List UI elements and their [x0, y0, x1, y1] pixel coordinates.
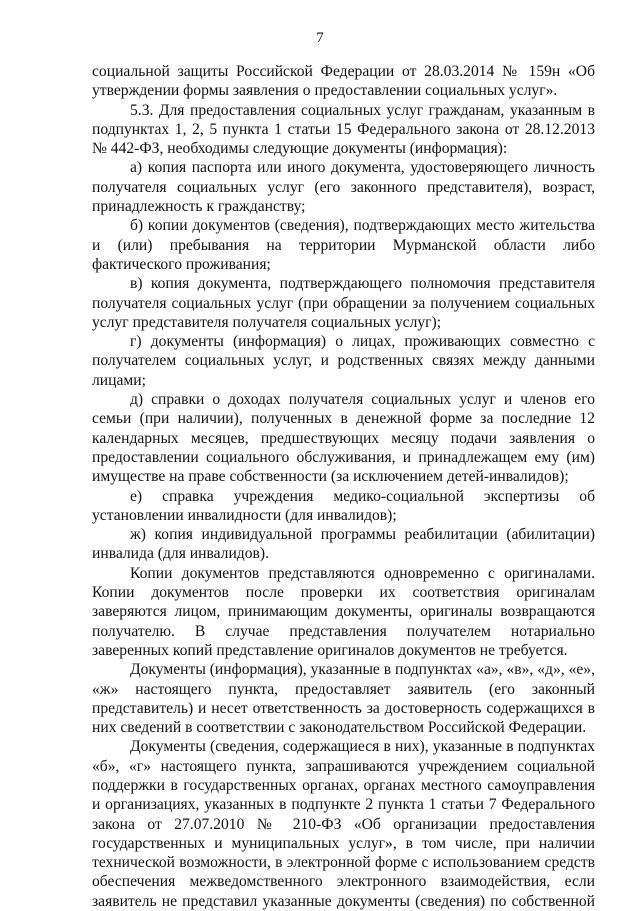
page-number: 7: [316, 30, 324, 46]
paragraph-copies: Копии документов представляются одновременно с оригиналами. Копии документов после проверки их соответствия оригиналам заверяются лицом, принимающим документы, оригиналы возвращаются получателю. В случае представления получателем нотариально заверенных копий представление оригиналов документов не требуется.: [92, 564, 595, 659]
paragraph-5-3: 5.3. Для предоставления социальных услуг гражданам, указанным в подпунктах 1, 2, 5 пункта 1 статьи 15 Федерального закона от 28.12.2013 № 442-ФЗ, необходимы следующие документы (информация):: [92, 101, 595, 158]
paragraph-item-d: д) справки о доходах получателя социальных услуг и членов его семьи (при наличии), полученных в денежной форме за последние 12 календарных месяцев, предшествующих месяцу подачи заявления о предоставлении социального обслуживания, и принадлежащем ему (им) имуществе на праве собственности (за исключением детей-инвалидов);: [92, 391, 595, 486]
paragraph-item-v: в) копия документа, подтверждающего полномочия представителя получателя социальных услуг (при обращении за получением социальных услуг представителя получателя социальных услуг);: [92, 275, 595, 331]
paragraph-item-a: а) копия паспорта или иного документа, удостоверяющего личность получателя социальных услуг (его законного представителя), возраст, принадлежность к гражданству;: [92, 159, 595, 216]
paragraph-item-b: б) копии документов (сведения), подтверждающих место жительства и (или) пребывания на территории Мурманской области либо фактического проживания;: [92, 217, 595, 273]
paragraph-item-g: г) документы (информация) о лицах, проживающих совместно с получателем социальных услуг, и родственных связях между данными лицами;: [92, 333, 595, 389]
paragraph-applicant-documents: Документы (информация), указанные в подпунктах «а», «в», «д», «е», «ж» настоящего пункта, предоставляет заявитель (его законный представитель) и несет ответственность за достоверность содержащихся в них сведений в соответствии с законодательством Российской Федерации.: [92, 661, 595, 737]
paragraph-continuation: социальной защиты Российской Федерации от 28.03.2014 № 159н «Об утверждении формы заявления о предоставлении социальных услуг».: [92, 63, 595, 100]
document-body: [92, 62, 595, 911]
paragraph-requested-documents: Документы (сведения, содержащиеся в них), указанные в подпунктах «б», «г» настоящего пункта, запрашиваются учреждением социальной поддержки в государственных органах, органах местного самоуправления и организациях, указанных в подпункте 2 пункта 1 статьи 7 Федерального закона от 27.07.2010 № 210-ФЗ «Об организации предоставления государственных и муниципальных услуг», в том числе, при наличии технической возможности, в электронной форме с использованием средств обеспечения межведомственного электронного взаимодействия, если заявитель не представил указанные документы (сведения) по собственной: [92, 738, 595, 910]
paragraph-item-zh: ж) копия индивидуальной программы реабилитации (абилитации) инвалида (для инвалидов).: [92, 526, 595, 563]
paragraph-item-e: е) справка учреждения медико-социальной экспертизы об установлении инвалидности (для инвалидов);: [92, 487, 595, 524]
